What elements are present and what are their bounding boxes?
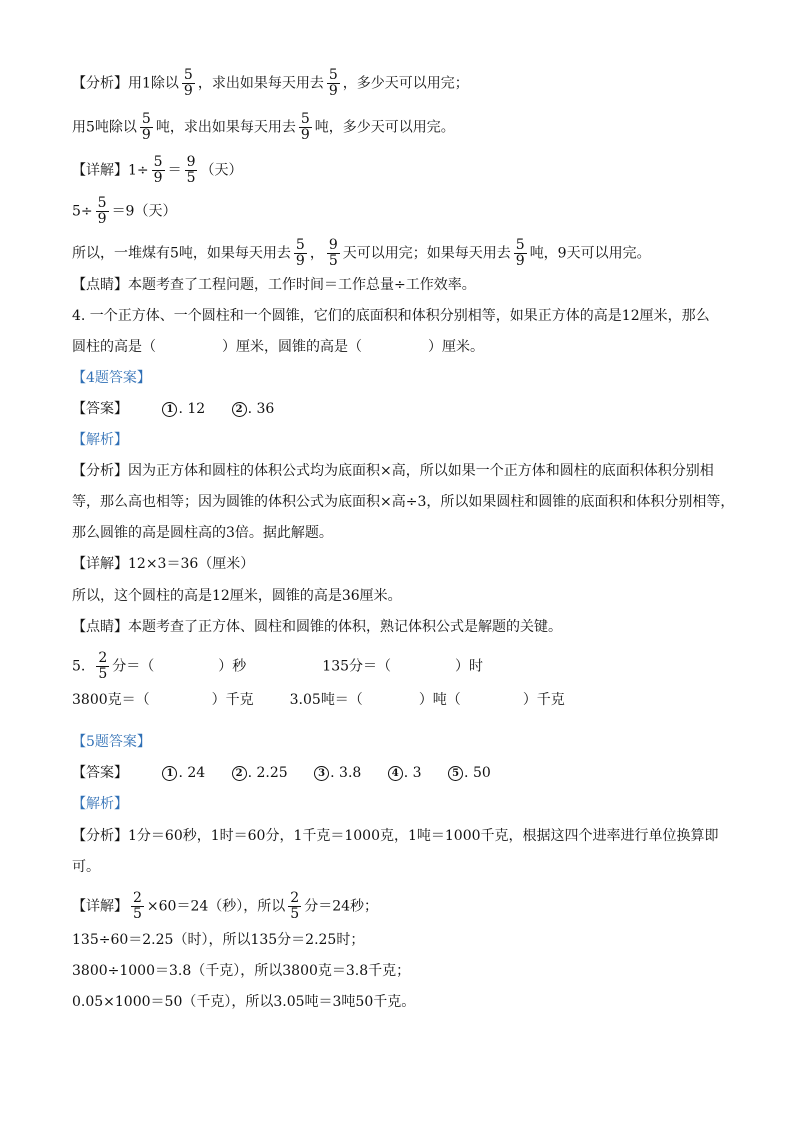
- fraction: $\frac{2}{5}$: [133, 890, 142, 922]
- fraction: $\frac{5}{9}$: [153, 154, 163, 186]
- fraction: $\frac{5}{9}$: [295, 237, 305, 269]
- detail-line-q5-4: 0.05×1000＝50（千克），所以3.05吨＝3吨50千克。: [72, 994, 416, 1010]
- question-4-line-1: 4. 一个正方体、一个圆柱和一个圆锥，它们的底面积和体积分别相等，如果正方体的高是12厘米，那么: [72, 308, 710, 324]
- analysis-line-q5-2: 可。: [72, 859, 100, 875]
- circled-number-icon: 4: [388, 766, 403, 781]
- fraction: $\frac{5}{9}$: [515, 237, 525, 269]
- fraction: $\frac{5}{9}$: [300, 111, 310, 143]
- answer-item: 3 . 3.8: [314, 765, 361, 781]
- circled-number-icon: 1: [162, 402, 177, 417]
- fraction: $\frac{9}{5}$: [328, 237, 338, 269]
- circled-number-icon: 3: [314, 766, 329, 781]
- analysis-line-q4-3: 那么圆锥的高是圆柱高的3倍。据此解题。: [72, 525, 333, 541]
- fraction: $\frac{9}{5}$: [186, 154, 196, 186]
- detail-line-q5-3: 3800÷1000＝3.8（千克），所以3800克＝3.8千克；: [72, 963, 411, 979]
- answer-line-q5: 【答案】 1 . 24 2 . 2.25 3 . 3.8 4 . 3 5 . 50: [72, 765, 491, 781]
- answer-line-q4: 【答案】 1 . 12 2 . 36: [72, 401, 275, 417]
- analysis-line-q5-1: 【分析】1分＝60秒，1时＝60分，1千克＝1000克，1吨＝1000千克，根据这四个进率进行单位换算即: [72, 828, 719, 844]
- detail-line-q3-2: 5÷ $\frac{5}{9}$ ＝9（天）: [72, 195, 177, 227]
- analysis-header-q4: 【解析】: [72, 432, 128, 448]
- comment-line-q4: 【点睛】本题考查了正方体、圆柱和圆锥的体积，熟记体积公式是解题的关键。: [72, 619, 562, 635]
- detail-line-q3: 【详解】1÷ $\frac{5}{9}$ ＝ $\frac{9}{5}$ （天）: [72, 154, 243, 186]
- circled-number-icon: 5: [448, 766, 463, 781]
- answer-header-q5: 【5题答案】: [72, 734, 151, 750]
- answer-item: 4 . 3: [388, 765, 422, 781]
- conclusion-line-q4: 所以，这个圆柱的高是12厘米，圆锥的高是36厘米。: [72, 588, 402, 604]
- answer-header-q4: 【4题答案】: [72, 370, 151, 386]
- detail-line-q5-2: 135÷60＝2.25（时），所以135分＝2.25时；: [72, 932, 365, 948]
- answer-item: 2 . 2.25: [232, 765, 288, 781]
- conclusion-line-q3: 所以，一堆煤有5吨，如果每天用去 $\frac{5}{9}$ ， $\frac{9}{5}$ 天可以用完；如果每天用去 $\frac{5}{9}$ 吨，9天可以用完。: [72, 237, 651, 269]
- detail-line-q4: 【详解】12×3＝36（厘米）: [72, 556, 255, 572]
- question-4-line-2: 圆柱的高是（ ）厘米，圆锥的高是（ ）厘米。: [72, 339, 484, 355]
- fraction: $\frac{5}{9}$: [97, 195, 107, 227]
- circled-number-icon: 2: [232, 766, 247, 781]
- circled-number-icon: 2: [232, 402, 247, 417]
- analysis-line-q3: 【分析】用1除以 $\frac{5}{9}$ ，求出如果每天用去 $\frac{5}{9}$ ，多少天可以用完；: [72, 67, 469, 99]
- fraction: $\frac{5}{9}$: [141, 111, 151, 143]
- answer-item: 5 . 50: [448, 765, 491, 781]
- fraction: $\frac{5}{9}$: [183, 67, 193, 99]
- fraction: $\frac{5}{9}$: [328, 67, 338, 99]
- detail-line-q5: 【详解】 $\frac{2}{5}$ ×60＝24（秒），所以 $\frac{2}{5}$ 分＝24秒；: [72, 890, 379, 922]
- fraction: $\frac{2}{5}$: [290, 890, 300, 922]
- analysis-line-q4-1: 【分析】因为正方体和圆柱的体积公式均为底面积×高，所以如果一个正方体和圆柱的底面积体积分别相: [72, 463, 714, 479]
- question-5-line-2: 3800克＝（ ）千克 3.05吨＝（ ）吨（ ）千克: [72, 692, 565, 708]
- circled-number-icon: 1: [162, 766, 177, 781]
- answer-item: 1 . 12: [162, 401, 205, 417]
- fraction: $\frac{2}{5}$: [98, 650, 108, 682]
- analysis-line-q3-2: 用5吨除以 $\frac{5}{9}$ 吨，求出如果每天用去 $\frac{5}{9}$ 吨，多少天可以用完。: [72, 111, 455, 143]
- analysis-line-q4-2: 等，那么高也相等；因为圆锥的体积公式为底面积×高÷3，所以如果圆柱和圆锥的底面积和体积分别相等，: [72, 494, 735, 510]
- answer-item: 1 . 24: [162, 765, 205, 781]
- analysis-header-q5: 【解析】: [72, 796, 128, 812]
- question-5-line-1: 5. $\frac{2}{5}$ 分＝（ ）秒 135分＝（ ）时: [72, 650, 484, 682]
- answer-item: 2 . 36: [232, 401, 275, 417]
- comment-line-q3: 【点睛】本题考查了工程问题，工作时间＝工作总量÷工作效率。: [72, 277, 476, 293]
